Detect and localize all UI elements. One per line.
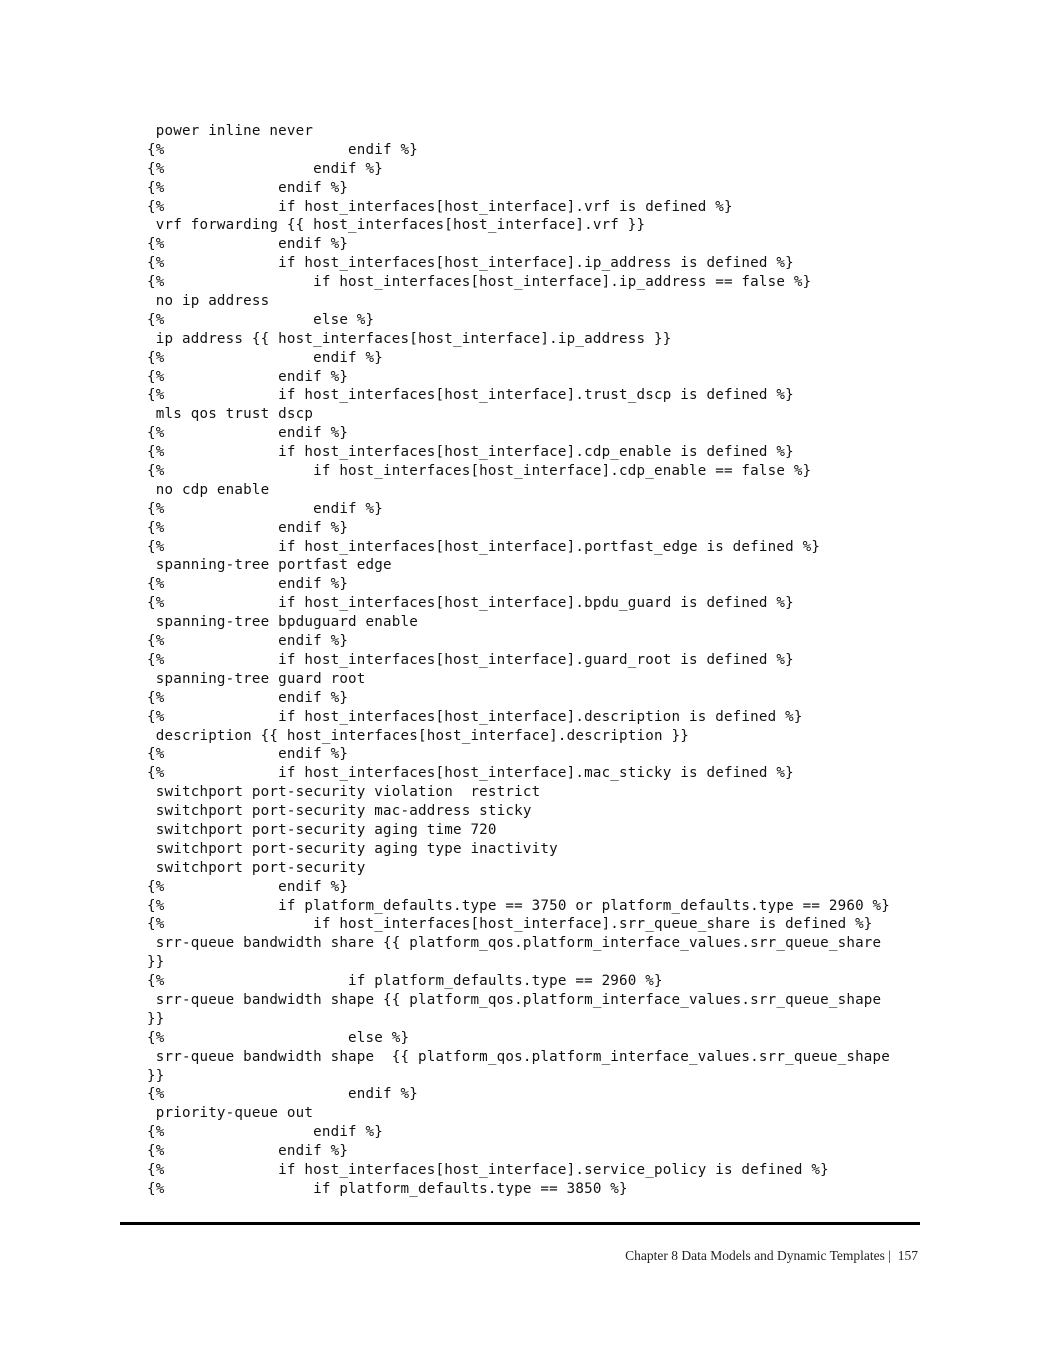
code-line: spanning-tree portfast edge [147,557,392,574]
code-line: {% endif %} [147,576,349,593]
code-line: priority-queue out [147,1105,314,1122]
code-line: power inline never [147,123,314,139]
footer-divider [120,1222,920,1225]
code-line: {% endif %} [147,160,384,177]
code-line: switchport port-security violation restrict [147,784,541,801]
code-line: switchport port-security [147,859,366,876]
code-line: srr-queue bandwidth shape {{ platform_qos.platform_interface_values.srr_queue_shape [147,991,882,1008]
code-line: {% endif %} [147,368,349,385]
code-line: {% if host_interfaces[host_interface].vrf is defined %} [147,198,733,215]
code-line: {% if host_interfaces[host_interface].cdp_enable is defined %} [147,444,794,461]
code-line: {% endif %} [147,1086,418,1103]
code-line: {% endif %} [147,519,349,536]
code-line: {% if host_interfaces[host_interface].portfast_edge is defined %} [147,538,821,555]
code-line: {% endif %} [147,425,349,442]
code-line: switchport port-security aging type inactivity [147,840,558,857]
code-line: {% endif %} [147,500,384,517]
code-line: {% else %} [147,311,375,328]
code-line: {% if platform_defaults.type == 3850 %} [147,1180,628,1197]
code-line: {% if platform_defaults.type == 2960 %} [147,973,663,990]
code-line: switchport port-security mac-address sticky [147,803,532,820]
code-line: }} [147,1010,165,1027]
code-line: {% else %} [147,1029,410,1046]
code-line: {% endif %} [147,633,349,650]
code-line: no cdp enable [147,481,270,498]
code-line: }} [147,954,165,971]
code-line: {% if host_interfaces[host_interface].trust_dscp is defined %} [147,387,794,404]
code-line: {% endif %} [147,1124,384,1141]
code-line: {% endif %} [147,349,384,366]
code-line: {% if platform_defaults.type == 3750 or platform_defaults.type == 2960 %} [147,897,891,914]
code-line: ip address {{ host_interfaces[host_interface].ip_address }} [147,330,672,347]
code-line: {% if host_interfaces[host_interface].srr_queue_share is defined %} [147,916,873,933]
code-line: {% if host_interfaces[host_interface].ip_address == false %} [147,274,812,291]
code-line: {% if host_interfaces[host_interface].bpdu_guard is defined %} [147,595,794,612]
code-line: srr-queue bandwidth share {{ platform_qos.platform_interface_values.srr_queue_share [147,935,882,952]
code-line: mls qos trust dscp [147,406,314,423]
code-line: {% endif %} [147,236,349,253]
code-line: {% endif %} [147,1143,349,1160]
code-line: {% if host_interfaces[host_interface].guard_root is defined %} [147,651,794,668]
code-line: no ip address [147,293,270,310]
code-line: {% endif %} [147,179,349,196]
code-line: {% if host_interfaces[host_interface].mac_sticky is defined %} [147,765,794,782]
code-line: {% if host_interfaces[host_interface].ip_address is defined %} [147,255,794,272]
code-line: {% if host_interfaces[host_interface].service_policy is defined %} [147,1161,829,1178]
code-line: vrf forwarding {{ host_interfaces[host_interface].vrf }} [147,217,646,234]
code-line: {% endif %} [147,746,349,763]
code-line: {% endif %} [147,141,418,158]
code-line: {% endif %} [147,689,349,706]
page-footer: Chapter 8 Data Models and Dynamic Templates | 157 [625,1248,918,1263]
code-listing [147,122,937,1199]
code-line: srr-queue bandwidth shape {{ platform_qos.platform_interface_values.srr_queue_shape [147,1048,891,1065]
code-line: switchport port-security aging time 720 [147,821,497,838]
code-line: {% if host_interfaces[host_interface].description is defined %} [147,708,803,725]
code-line: spanning-tree guard root [147,670,366,687]
code-line: }} [147,1067,165,1084]
code-line: {% endif %} [147,878,349,895]
code-line: {% if host_interfaces[host_interface].cdp_enable == false %} [147,463,812,480]
code-line: description {{ host_interfaces[host_interface].description }} [147,727,689,744]
code-line: spanning-tree bpduguard enable [147,614,418,631]
